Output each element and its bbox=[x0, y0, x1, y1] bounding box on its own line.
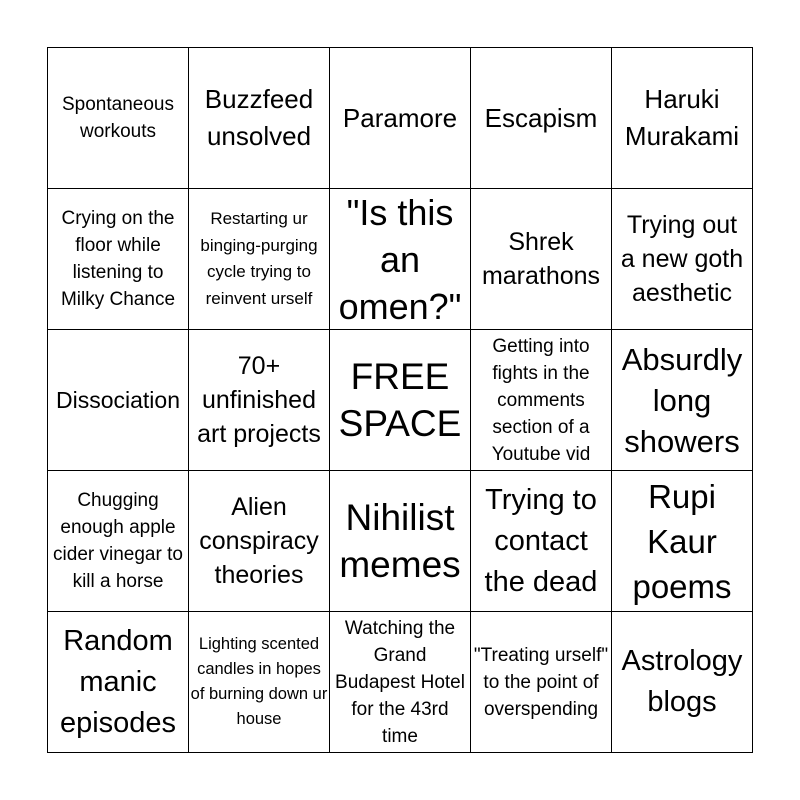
bingo-cell[interactable] bbox=[330, 612, 471, 753]
cell-text: "Is this an omen?" bbox=[338, 191, 462, 327]
cell-text: Lighting scented candles in hopes of burning down ur house bbox=[190, 635, 328, 728]
bingo-cell[interactable] bbox=[189, 612, 330, 753]
cell-text: Rupi Kaur poems bbox=[632, 477, 732, 605]
cell-text: FREE SPACE bbox=[338, 356, 462, 444]
bingo-board bbox=[47, 47, 753, 753]
cell-text: 70+ unfinished art projects bbox=[197, 352, 321, 448]
cell-text: "Treating urself" to the point of overspending bbox=[473, 644, 609, 720]
cell-text: Trying out a new goth aesthetic bbox=[620, 211, 744, 307]
cell-text: Haruki Murakami bbox=[624, 84, 740, 151]
bingo-cell[interactable] bbox=[471, 330, 612, 471]
bingo-cell[interactable] bbox=[471, 48, 612, 189]
cell-text: Spontaneous workouts bbox=[62, 94, 174, 142]
bingo-cell[interactable] bbox=[471, 189, 612, 330]
bingo-cell[interactable] bbox=[48, 612, 189, 753]
cell-text: Random manic episodes bbox=[59, 624, 177, 739]
bingo-cell[interactable] bbox=[189, 189, 330, 330]
bingo-cell[interactable] bbox=[48, 471, 189, 612]
cell-text: Escapism bbox=[484, 102, 598, 133]
bingo-cell[interactable] bbox=[612, 48, 753, 189]
bingo-cell[interactable] bbox=[48, 330, 189, 471]
bingo-cell[interactable] bbox=[612, 612, 753, 753]
bingo-cell[interactable] bbox=[612, 330, 753, 471]
bingo-cell[interactable] bbox=[48, 189, 189, 330]
bingo-cell[interactable] bbox=[612, 189, 753, 330]
cell-text: Nihilist memes bbox=[339, 497, 461, 585]
cell-text: Crying on the floor while listening to Milky Chance bbox=[60, 208, 176, 310]
bingo-cell[interactable] bbox=[48, 48, 189, 189]
bingo-cell[interactable] bbox=[189, 48, 330, 189]
cell-text: Trying to contact the dead bbox=[484, 483, 598, 598]
cell-text: Paramore bbox=[342, 102, 458, 133]
cell-text: Absurdly long showers bbox=[621, 341, 743, 459]
bingo-cell[interactable] bbox=[330, 48, 471, 189]
cell-text: Dissociation bbox=[56, 386, 180, 413]
bingo-cell[interactable] bbox=[612, 471, 753, 612]
bingo-cell[interactable] bbox=[330, 471, 471, 612]
cell-text: Getting into fights in the comments section of a Youtube vid bbox=[491, 335, 591, 465]
free-space-cell[interactable] bbox=[330, 330, 471, 471]
bingo-cell[interactable] bbox=[189, 330, 330, 471]
bingo-cell[interactable] bbox=[471, 471, 612, 612]
cell-text: Astrology blogs bbox=[621, 645, 743, 718]
cell-text: Chugging enough apple cider vinegar to kill a horse bbox=[53, 490, 183, 592]
cell-text: Shrek marathons bbox=[481, 228, 601, 290]
cell-text: Restarting ur binging-purging cycle trying to reinvent urself bbox=[200, 209, 318, 308]
cell-text: Watching the Grand Budapest Hotel for the 43rd time bbox=[335, 617, 465, 747]
bingo-cell[interactable] bbox=[330, 189, 471, 330]
cell-text: Buzzfeed unsolved bbox=[204, 84, 314, 151]
bingo-cell[interactable] bbox=[189, 471, 330, 612]
bingo-cell[interactable] bbox=[471, 612, 612, 753]
cell-text: Alien conspiracy theories bbox=[199, 493, 319, 589]
